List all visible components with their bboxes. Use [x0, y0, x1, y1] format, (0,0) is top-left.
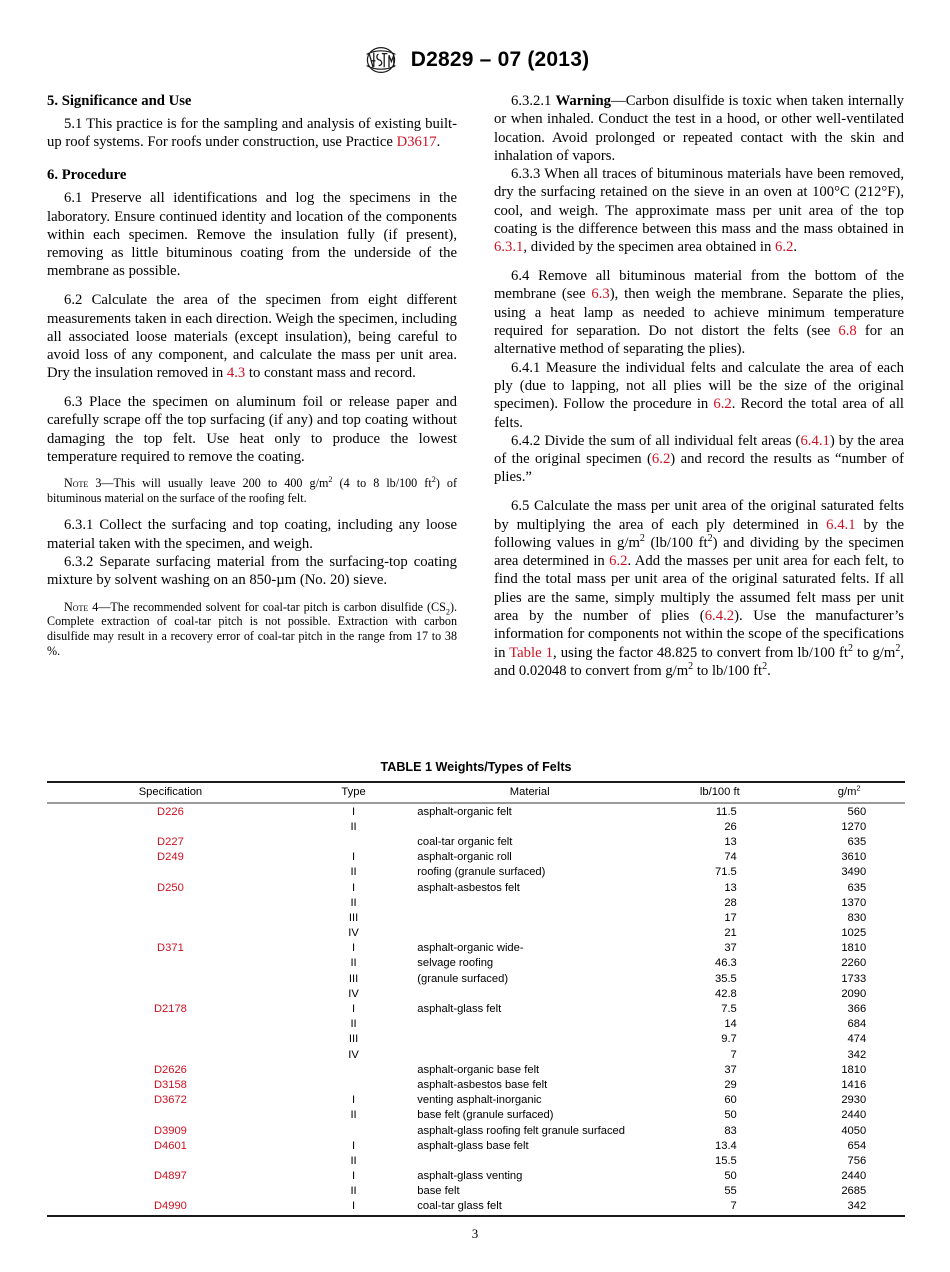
- paragraph-6-3-3-tail: .: [793, 239, 798, 256]
- cell-specification[interactable]: [47, 1199, 294, 1217]
- specification-link[interactable]: D4601: [153, 1139, 187, 1152]
- table-row: [47, 1017, 905, 1032]
- cell-specification: [47, 910, 294, 925]
- cell-grams-per-m2: 756: [847, 1154, 867, 1167]
- paragraph-6-5-sup-4: 2: [895, 642, 901, 654]
- paragraph-5-1-tail: .: [436, 134, 441, 151]
- astm-logo: [361, 44, 401, 76]
- cell-specification: [47, 971, 294, 986]
- specification-link[interactable]: D2626: [153, 1063, 187, 1076]
- cell-specification[interactable]: [47, 1138, 294, 1153]
- cell-specification[interactable]: [47, 1093, 294, 1108]
- cell-material: [413, 910, 646, 925]
- paragraph-5-1-text: 5.1 This practice is for the sampling and analysis of existing built-up roof systems. For roofs under construction, use Practice: [47, 115, 457, 151]
- table-row: [47, 1001, 905, 1016]
- cell-material: (granule surfaced): [417, 972, 509, 985]
- cell-specification: [47, 865, 294, 880]
- table-row: [47, 880, 905, 895]
- table-row: [47, 1169, 905, 1184]
- cell-type: I: [352, 851, 356, 864]
- specification-link[interactable]: D4897: [153, 1170, 187, 1183]
- reference-6-3-1[interactable]: 6.3.1: [494, 239, 524, 256]
- cell-type: IV: [348, 987, 359, 1000]
- paragraph-6-5-sup-1: 2: [639, 532, 645, 544]
- note-4: [47, 600, 457, 659]
- paragraph-6-5-text-a: 6.5 Calculate the mass per unit area of the original saturated felts by multiplying the area of each ply determined in: [494, 498, 904, 533]
- cell-grams-per-m2: 830: [847, 911, 867, 924]
- cell-specification: [47, 926, 294, 941]
- paragraph-6-5-sup-3: 2: [847, 642, 853, 654]
- reference-6-2-b[interactable]: 6.2: [713, 396, 732, 413]
- cell-material: [413, 895, 646, 910]
- paragraph-6-5-text-d: ) and dividing by the specimen area determined in: [494, 534, 904, 570]
- paragraph-6-5-text-i: , and 0.02048 to convert from g/m: [494, 644, 904, 679]
- paragraph-6-3: 6.3 Place the specimen on aluminum foil or release paper and carefully scrape off the top surfacing (if any) and top coating without damaging the top felt. Use heat only to produce the lowest temperature required to remove the coating.: [47, 394, 457, 466]
- cell-specification[interactable]: [47, 1062, 294, 1077]
- cell-lb-per-100ft: 7.5: [721, 1003, 737, 1016]
- paragraph-6-3-1: 6.3.1 Collect the surfacing and top coating, including any loose material taken with the specimen, and weigh.: [47, 517, 457, 552]
- cell-material: [413, 1047, 646, 1062]
- reference-table-1[interactable]: Table 1: [509, 644, 553, 661]
- cell-type: [294, 1077, 413, 1092]
- cell-grams-per-m2: 2260: [841, 957, 867, 970]
- cell-specification: [47, 1017, 294, 1032]
- reference-6-3[interactable]: 6.3: [591, 286, 610, 303]
- column-header-specification: Specification: [47, 782, 294, 803]
- table-header-row: [47, 782, 905, 803]
- paragraph-6-3-2-1-number: 6.3.2.1: [511, 93, 556, 109]
- paragraph-5-1: [47, 115, 457, 152]
- note-3-sup-1: 2: [328, 475, 333, 485]
- cell-material: [413, 986, 646, 1001]
- paragraph-6-5-text-b: by the following values in g/m: [494, 516, 904, 551]
- cell-material: [413, 819, 646, 834]
- note-3-text-b: (4 to 8 lb/100 ft: [332, 476, 432, 491]
- cell-grams-per-m2: 3610: [841, 851, 867, 864]
- cell-type: I: [352, 942, 356, 955]
- cell-type: II: [350, 1018, 357, 1031]
- cell-type: II: [350, 1154, 357, 1167]
- cell-grams-per-m2: 654: [847, 1139, 867, 1152]
- cell-material: venting asphalt-inorganic: [417, 1094, 542, 1107]
- specification-link[interactable]: D3672: [153, 1094, 187, 1107]
- cell-material: coal-tar organic felt: [417, 835, 513, 848]
- cell-grams-per-m2: 3490: [841, 866, 867, 879]
- cell-grams-per-m2: 2930: [841, 1094, 867, 1107]
- specification-link[interactable]: D2178: [153, 1003, 187, 1016]
- cell-type: I: [352, 881, 356, 894]
- note-4-label: Note: [64, 599, 89, 614]
- reference-d3617[interactable]: D3617: [396, 134, 437, 151]
- paragraph-6-2: [47, 291, 457, 382]
- cell-lb-per-100ft: 55: [724, 1185, 737, 1198]
- cell-grams-per-m2: 2440: [841, 1170, 867, 1183]
- specification-link[interactable]: D371: [157, 942, 184, 955]
- heading-procedure: 6. Procedure: [47, 167, 127, 184]
- note-4-text-b: ). Complete extraction of coal-tar pitch is not possible. Extraction with carbon disulfide may result in a recovery error of coal-tar pitch in the range from 17 to 38 %.: [47, 599, 457, 658]
- paragraph-6-3-2-1-text: —Carbon disulfide is toxic when taken internally or when inhaled. Conduct the test in a hood, or other well-ventilated location. Avoid prolonged or repeated contact with the skin and inhalation of vapors.: [494, 93, 904, 164]
- paragraph-6-5-sup-2: 2: [707, 532, 713, 544]
- cell-material: [413, 926, 646, 941]
- paragraph-6-5-text-c: (lb/100 ft: [644, 534, 708, 551]
- table-row: [47, 865, 905, 880]
- table-row: [47, 1093, 905, 1108]
- cell-type: II: [350, 820, 357, 833]
- cell-lb-per-100ft: 37: [724, 942, 737, 955]
- cell-lb-per-100ft: 7: [646, 1199, 793, 1217]
- cell-material: selvage roofing: [417, 957, 494, 970]
- table-header: [47, 782, 905, 803]
- heading-significance-and-use: 5. Significance and Use: [47, 93, 192, 109]
- table-row: [47, 1062, 905, 1077]
- paragraph-6-4-2: [494, 432, 904, 487]
- table-row: [47, 956, 905, 971]
- table-row: [47, 1138, 905, 1153]
- cell-grams-per-m2: 1810: [841, 1063, 867, 1076]
- paragraph-6-4-1: [494, 359, 904, 432]
- specification-link[interactable]: D250: [157, 881, 184, 894]
- specification-link[interactable]: D227: [157, 835, 184, 848]
- cell-lb-per-100ft: 13.4: [715, 1139, 737, 1152]
- paragraph-6-4-1-tail: . Record the total area of all felts.: [494, 396, 904, 431]
- paragraph-6-1: 6.1 Preserve all identifications and log the specimens in the laboratory. Ensure continued identity and location of the components within each specimen. Remove the insulation fully (if present), removing as little bituminous coating from the underside of the membrane as possible.: [47, 190, 457, 280]
- cell-lb-per-100ft: 50: [724, 1109, 737, 1122]
- cell-specification: [47, 1108, 294, 1123]
- note-3-label: Note: [64, 476, 89, 491]
- table-1-weights-types-of-felts: [47, 781, 905, 1217]
- cell-specification[interactable]: [47, 880, 294, 895]
- paragraph-6-5-sup-6: 2: [762, 661, 768, 673]
- paragraph-6-4-tail: for an alternative method of separating the plies).: [494, 323, 904, 358]
- body-columns: [47, 92, 905, 680]
- cell-lb-per-100ft: 60: [724, 1094, 737, 1107]
- table-row: [47, 910, 905, 925]
- cell-material: roofing (granule surfaced): [417, 866, 546, 879]
- table-row: [47, 1184, 905, 1199]
- column-header-material: Material: [413, 782, 646, 803]
- cell-material: coal-tar glass felt: [413, 1199, 646, 1217]
- cell-specification[interactable]: [47, 1169, 294, 1184]
- paragraph-6-3-2: 6.3.2 Separate surfacing material from the surfacing-top coating mixture by solvent washing on an 850-µm (No. 20) sieve.: [47, 553, 457, 589]
- reference-6-2-c[interactable]: 6.2: [651, 451, 671, 468]
- cell-specification[interactable]: [47, 1123, 294, 1138]
- cell-lb-per-100ft: 50: [724, 1170, 737, 1183]
- specification-link[interactable]: D3158: [153, 1078, 187, 1091]
- table-1-title: TABLE 1 Weights/Types of Felts: [380, 760, 572, 774]
- cell-type: [294, 1123, 413, 1138]
- column-header-gm-sup: 2: [856, 783, 861, 793]
- column-header-gm-text: g/m: [837, 786, 857, 798]
- left-column: [47, 92, 457, 680]
- reference-6-8[interactable]: 6.8: [838, 323, 857, 340]
- paragraph-6-4-text-b: ), then weigh the membrane. Separate the plies, using a heat lamp as needed to achieve minimum temperature required for separation. Do not distort the felts (see: [494, 286, 904, 340]
- cell-type: IV: [348, 927, 359, 940]
- paragraph-6-5-text-g: , using the factor 48.825 to convert from lb/100 ft: [553, 644, 848, 661]
- cell-material: asphalt-organic wide-: [417, 942, 524, 955]
- cell-material: asphalt-glass felt: [417, 1003, 502, 1016]
- cell-material: [413, 1017, 646, 1032]
- cell-grams-per-m2: 2090: [841, 987, 867, 1000]
- note-3-text-a: 3—This will usually leave 200 to 400 g/m: [88, 476, 329, 491]
- cell-specification[interactable]: [47, 1001, 294, 1016]
- cell-material: asphalt-glass venting: [417, 1170, 523, 1183]
- cell-type: III: [348, 911, 359, 924]
- reference-6-2-d[interactable]: 6.2: [609, 553, 628, 570]
- specification-link[interactable]: D249: [157, 851, 184, 864]
- cell-material: asphalt-glass roofing felt granule surfaced: [417, 1124, 625, 1137]
- cell-specification: [47, 1153, 294, 1168]
- cell-grams-per-m2: 1810: [841, 942, 867, 955]
- paragraph-6-5-text-f: ). Use the manufacturer’s information for components not within the scope of the specifications in: [494, 608, 904, 661]
- cell-grams-per-m2: 2440: [841, 1109, 867, 1122]
- cell-grams-per-m2: 366: [847, 1003, 867, 1016]
- table-row: [47, 895, 905, 910]
- table-row: [47, 819, 905, 834]
- paragraph-6-5-tail: .: [767, 662, 771, 679]
- table-row: [47, 1108, 905, 1123]
- table-row: [47, 986, 905, 1001]
- cell-specification: [47, 986, 294, 1001]
- cell-lb-per-100ft: 71.5: [715, 866, 737, 879]
- cell-type: I: [352, 1139, 356, 1152]
- reference-6-4-1-b[interactable]: 6.4.1: [826, 516, 856, 533]
- cell-type: IV: [348, 1048, 359, 1061]
- paragraph-6-3-3-text-b: , divided by the specimen area obtained in: [523, 239, 776, 256]
- column-header-lb-per-100ft: lb/100 ft: [646, 782, 793, 803]
- paragraph-6-4: [494, 267, 904, 358]
- document-header: [0, 44, 950, 84]
- column-header-grams-per-m2: [793, 782, 905, 803]
- document-number: D2829 – 07 (2013): [410, 48, 590, 71]
- paragraph-6-5-text-e: . Add the masses per unit area for each felt, to find the total mass per unit area of the original saturated felts. If all plies are the same, simply multiply the assumed felt mass per unit area by the number of plies (: [494, 553, 904, 625]
- cell-specification[interactable]: [47, 803, 294, 819]
- cell-material: asphalt-asbestos base felt: [417, 1078, 548, 1091]
- cell-lb-per-100ft: 11.5: [715, 805, 737, 818]
- cell-specification: [47, 1047, 294, 1062]
- cell-grams-per-m2: 560: [847, 805, 867, 818]
- cell-material: [413, 1153, 646, 1168]
- cell-specification: [47, 819, 294, 834]
- cell-type: II: [350, 896, 357, 909]
- paragraph-6-2-text: 6.2 Calculate the area of the specimen from eight different measurements taken in each direction. Weigh the specimen, including all associated loose materials (except insulation), being careful to avoid loss of any component, and calculate the mass per unit area. Dry the insulation removed in: [47, 292, 457, 382]
- table-row: [47, 941, 905, 956]
- table-row: [47, 1153, 905, 1168]
- cell-specification: [47, 956, 294, 971]
- reference-6-4-2[interactable]: 6.4.2: [704, 608, 735, 625]
- cell-lb-per-100ft: 9.7: [721, 1033, 737, 1046]
- cell-grams-per-m2: 1416: [841, 1078, 867, 1091]
- note-3: [47, 476, 457, 506]
- cell-type: [294, 834, 413, 849]
- table-row: [47, 1032, 905, 1047]
- table-row: [47, 1047, 905, 1062]
- paragraph-6-2-tail: to constant mass and record.: [245, 365, 416, 382]
- cell-type: I: [352, 1094, 356, 1107]
- cell-specification[interactable]: [47, 850, 294, 865]
- paragraph-6-4-2-text-b: ) by the area of the original specimen (: [494, 432, 904, 468]
- cell-grams-per-m2: 4050: [841, 1124, 867, 1137]
- cell-material: asphalt-asbestos felt: [417, 881, 520, 894]
- cell-lb-per-100ft: 29: [724, 1078, 737, 1091]
- cell-lb-per-100ft: 17: [724, 911, 737, 924]
- specification-link[interactable]: D4990: [153, 1200, 187, 1213]
- cell-lb-per-100ft: 15.5: [715, 1154, 737, 1167]
- table-row: [47, 1077, 905, 1092]
- paragraph-6-5: [494, 497, 904, 680]
- table-row: [47, 926, 905, 941]
- paragraph-6-5-sup-5: 2: [688, 661, 694, 673]
- cell-material: [413, 1032, 646, 1047]
- cell-specification[interactable]: [47, 1077, 294, 1092]
- note-4-sub: 2: [445, 606, 450, 616]
- cell-type: II: [350, 1109, 357, 1122]
- cell-lb-per-100ft: 21: [724, 927, 737, 940]
- cell-lb-per-100ft: 42.8: [715, 987, 737, 1000]
- cell-specification[interactable]: [47, 941, 294, 956]
- cell-type: [294, 1062, 413, 1077]
- cell-grams-per-m2: 2685: [841, 1185, 867, 1198]
- cell-type: II: [350, 866, 357, 879]
- cell-type: III: [348, 1033, 359, 1046]
- cell-type: II: [350, 957, 357, 970]
- cell-grams-per-m2: 342: [793, 1199, 905, 1217]
- paragraph-6-4-text-a: 6.4 Remove all bituminous material from the bottom of the membrane (see: [494, 268, 904, 303]
- cell-lb-per-100ft: 26: [724, 820, 737, 833]
- specification-link[interactable]: D3909: [153, 1124, 187, 1137]
- cell-specification: [47, 1032, 294, 1047]
- cell-lb-per-100ft: 74: [724, 851, 737, 864]
- cell-material: asphalt-organic roll: [417, 851, 512, 864]
- cell-lb-per-100ft: 28: [724, 896, 737, 909]
- cell-type: II: [350, 1185, 357, 1198]
- cell-material: base felt (granule surfaced): [417, 1109, 554, 1122]
- paragraph-6-4-2-text-a: 6.4.2 Divide the sum of all individual felt areas (: [511, 432, 801, 449]
- cell-grams-per-m2: 1733: [841, 972, 867, 985]
- note-4-text-a: 4—The recommended solvent for coal-tar pitch is carbon disulfide (CS: [88, 599, 446, 614]
- cell-type: I: [352, 1170, 356, 1183]
- paragraph-6-5-text-j: to lb/100 ft: [693, 662, 763, 679]
- table-1-container: [47, 760, 905, 1217]
- cell-type: I: [352, 1003, 356, 1016]
- reference-4-3[interactable]: 4.3: [226, 365, 246, 382]
- cell-lb-per-100ft: 14: [724, 1018, 737, 1031]
- cell-lb-per-100ft: 7: [730, 1048, 737, 1061]
- cell-specification[interactable]: [47, 834, 294, 849]
- cell-type: III: [348, 972, 359, 985]
- paragraph-6-3-2-1: [494, 92, 904, 165]
- table-row: [47, 834, 905, 849]
- cell-grams-per-m2: 474: [847, 1033, 867, 1046]
- reference-6-4-1[interactable]: 6.4.1: [800, 432, 830, 449]
- paragraph-6-3-3-text-a: 6.3.3 When all traces of bituminous materials have been removed, dry the surfacing retained on the sieve in an oven at 100°C (212°F), cool, and weigh. The approximate mass per unit area of the top coating is the difference between this mass and the mass obtained in: [494, 166, 904, 238]
- cell-lb-per-100ft: 13: [724, 835, 737, 848]
- right-column: [494, 92, 904, 680]
- specification-link[interactable]: D226: [157, 805, 184, 818]
- table-row: [47, 850, 905, 865]
- table-body: [47, 803, 905, 1216]
- table-row: [47, 803, 905, 819]
- paragraph-6-4-2-tail: ) and record the results as “number of plies.”: [494, 451, 905, 486]
- cell-specification: [47, 895, 294, 910]
- cell-grams-per-m2: 1370: [841, 896, 867, 909]
- warning-label: Warning: [555, 93, 612, 109]
- cell-material: asphalt-organic base felt: [417, 1063, 540, 1076]
- cell-specification: [47, 1184, 294, 1199]
- cell-lb-per-100ft: 37: [724, 1063, 737, 1076]
- cell-lb-per-100ft: 13: [724, 881, 737, 894]
- cell-grams-per-m2: 635: [847, 881, 867, 894]
- cell-type: I: [294, 1199, 413, 1217]
- note-3-text-c: ) of bituminous material on the surface of the roofing felt.: [47, 476, 457, 506]
- cell-grams-per-m2: 684: [847, 1018, 867, 1031]
- reference-6-2[interactable]: 6.2: [775, 239, 794, 256]
- cell-lb-per-100ft: 46.3: [715, 957, 737, 970]
- paragraph-6-4-1-text: 6.4.1 Measure the individual felts and calculate the area of each ply (due to lapping, not all plies will be the size of the original specimen). Follow the procedure in: [494, 359, 904, 413]
- cell-grams-per-m2: 1270: [841, 820, 867, 833]
- cell-lb-per-100ft: 83: [724, 1124, 737, 1137]
- cell-material: asphalt-organic felt: [417, 805, 512, 818]
- table-row: [47, 1199, 905, 1217]
- column-header-type: Type: [294, 782, 413, 803]
- table-row: [47, 1123, 905, 1138]
- cell-lb-per-100ft: 35.5: [715, 972, 737, 985]
- cell-material: asphalt-glass base felt: [417, 1139, 529, 1152]
- cell-material: base felt: [417, 1185, 460, 1198]
- cell-grams-per-m2: 342: [847, 1048, 867, 1061]
- note-3-sup-2: 2: [431, 475, 436, 485]
- table-row: [47, 971, 905, 986]
- paragraph-6-3-3: [494, 165, 904, 256]
- cell-grams-per-m2: 635: [847, 835, 867, 848]
- cell-grams-per-m2: 1025: [841, 927, 867, 940]
- cell-type: I: [352, 805, 356, 818]
- page-number: 3: [471, 1226, 479, 1241]
- paragraph-6-5-text-h: to g/m: [852, 644, 896, 661]
